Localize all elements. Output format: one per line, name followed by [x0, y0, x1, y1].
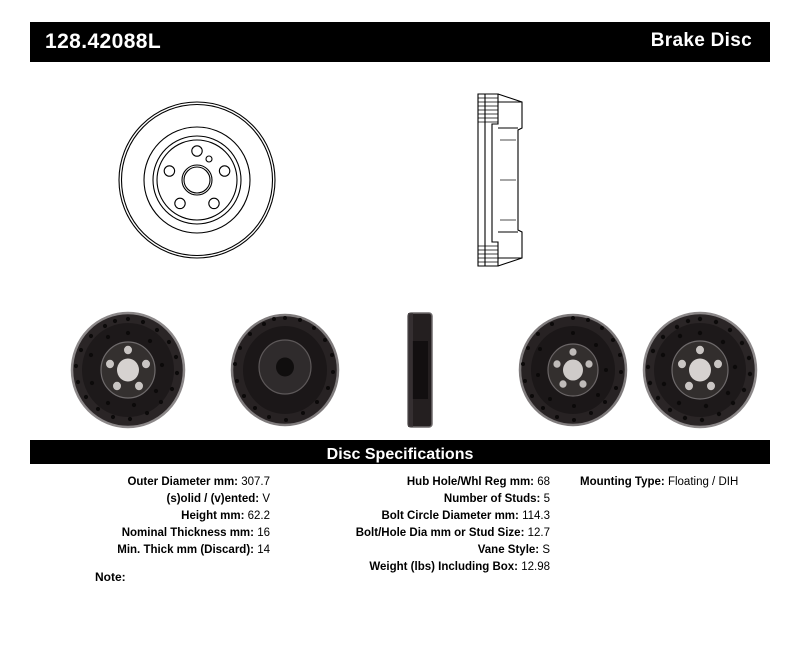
spec-row [250, 474, 550, 491]
rotor-photo-front-angle [58, 305, 198, 435]
spec-row [250, 559, 550, 576]
spec-value: 5 [543, 493, 550, 505]
spec-column-right [520, 474, 790, 491]
rotor-photo-edge-profile [390, 305, 450, 435]
spec-row [250, 491, 550, 508]
spec-label: Bolt/Hole Dia mm or Stud Size: [355, 527, 525, 539]
spec-label: Min. Thick mm (Discard): [117, 544, 254, 556]
spec-label: Height mm: [181, 510, 245, 522]
technical-drawings-area [30, 80, 770, 290]
spec-value: V [262, 493, 270, 505]
spec-value: 14 [257, 544, 270, 556]
spec-value: 12.98 [521, 561, 550, 573]
rotor-photo-drilled-face [630, 305, 770, 435]
spec-label: Bolt Circle Diameter mm: [381, 510, 519, 522]
spec-value: S [542, 544, 550, 556]
spec-row [247, 508, 550, 525]
spec-value: 114.3 [522, 510, 550, 522]
note-label: Note: [95, 570, 126, 584]
spec-column-middle [247, 474, 550, 576]
product-photo-row [30, 305, 770, 435]
page-title: Brake Disc [650, 30, 752, 51]
spec-row [10, 542, 270, 559]
spec-label: Weight (lbs) Including Box: [369, 561, 519, 573]
spec-label: (s)olid / (v)ented: [166, 493, 260, 505]
spec-label: Hub Hole/Whl Reg mm: [406, 476, 534, 488]
spec-label: Outer Diameter mm: [127, 476, 239, 488]
spec-label: Mounting Type: [580, 476, 665, 488]
spec-value: 62.2 [247, 510, 270, 522]
spec-row [10, 491, 270, 508]
rotor-photo-rear-angle [220, 305, 350, 435]
spec-label: Vane Style: [477, 544, 540, 556]
spec-value: Floating / DIH [667, 476, 739, 488]
spec-label: Number of Studs: [443, 493, 541, 505]
spec-row [10, 525, 270, 542]
spec-value: 68 [537, 476, 550, 488]
technical-drawings-svg [30, 80, 770, 290]
spec-value: 12.7 [527, 527, 550, 539]
spec-row [250, 525, 550, 542]
rotor-photo-hub-angle [508, 305, 638, 435]
spec-row [250, 542, 550, 559]
rotor-cross-section-technical-drawing [478, 94, 522, 266]
spec-row [10, 508, 270, 525]
spec-row [10, 474, 270, 491]
spec-value: 16 [257, 527, 270, 539]
note-section [95, 570, 126, 584]
spec-value: 307.7 [241, 476, 270, 488]
spec-label: Nominal Thickness mm: [121, 527, 254, 539]
part-number: 128.42088L [45, 30, 162, 53]
rotor-face-technical-drawing [119, 102, 275, 258]
spec-row [580, 474, 790, 491]
spec-section-title: Disc Specifications [326, 446, 474, 463]
spec-column-left [10, 474, 270, 559]
